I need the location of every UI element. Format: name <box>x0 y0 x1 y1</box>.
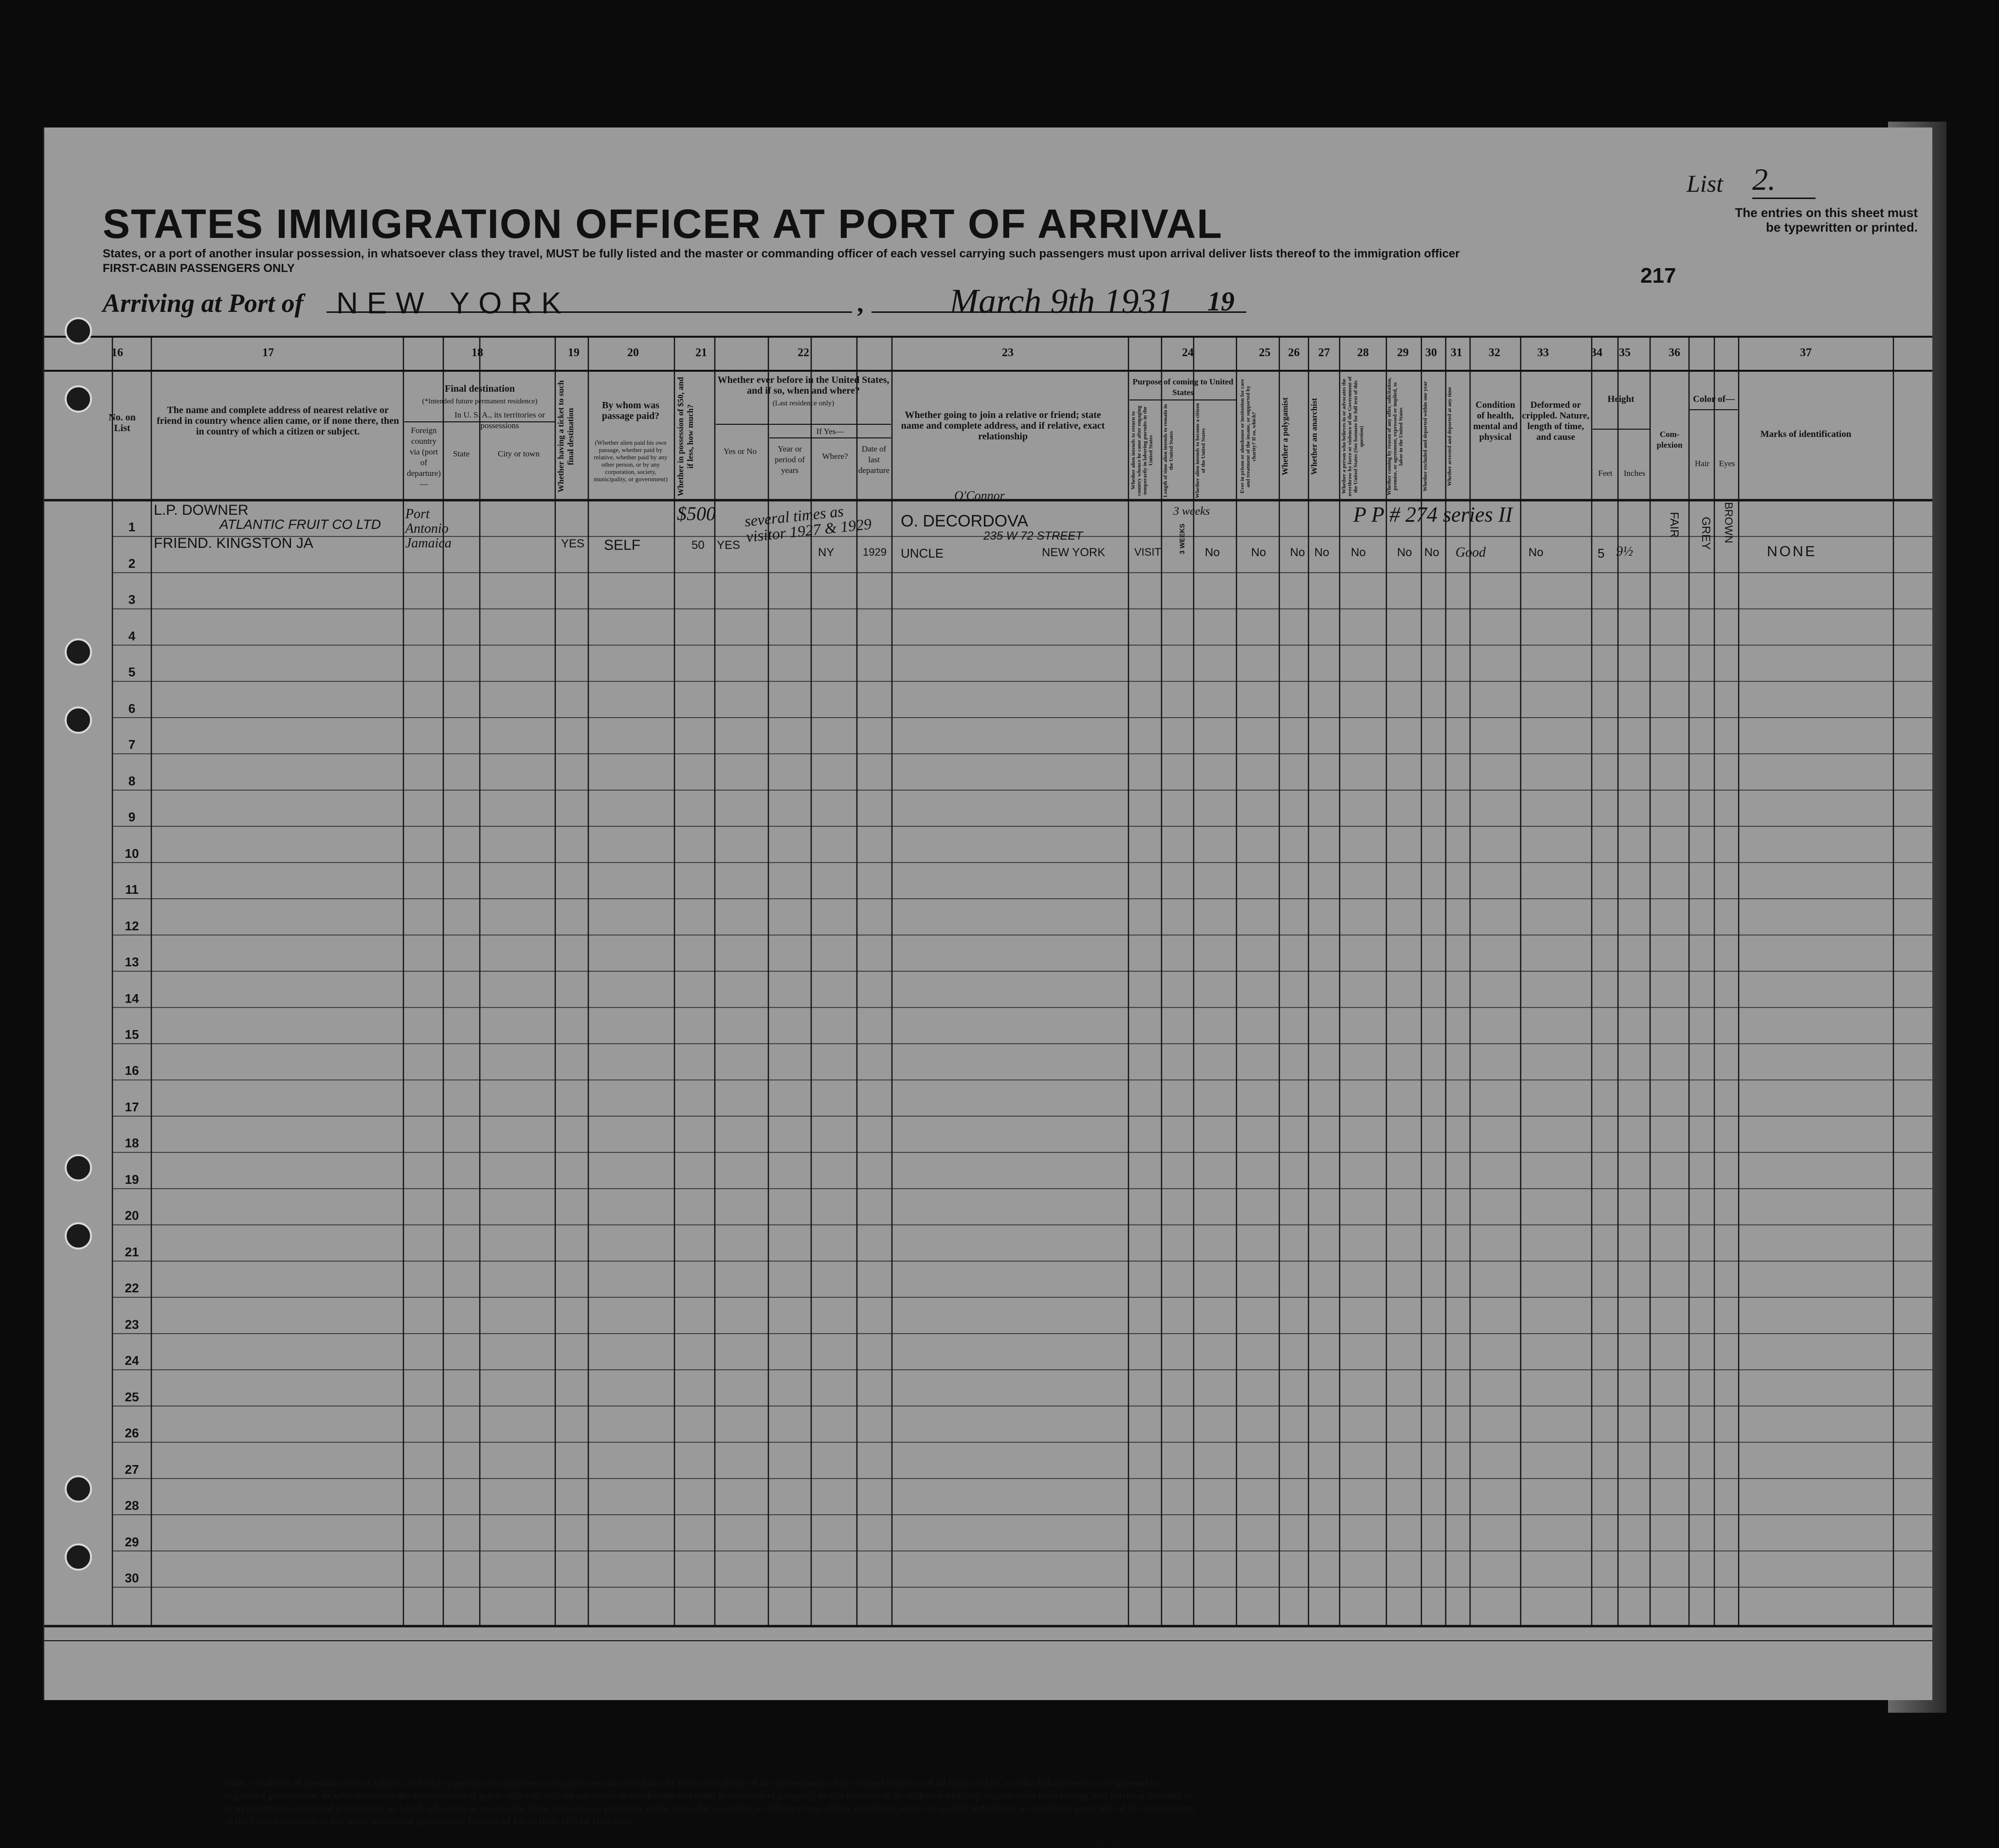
entry-eyes: BROWN <box>1723 502 1735 544</box>
header-where: Where? <box>822 452 848 461</box>
entry-height-feet: 5 <box>1598 546 1605 561</box>
entry-money-top: $500 <box>677 503 716 525</box>
entry-anarchist: No <box>1314 546 1329 559</box>
header-nearest-relative: The name and complete address of nearest relative or friend in country whence alien came, or if none there, then in country of which a citizen or subject. <box>156 405 400 437</box>
header-marks: Marks of identification <box>1760 429 1852 439</box>
row-number: 29 <box>125 1534 139 1549</box>
entry-prison: No <box>1251 546 1266 559</box>
form-title: STATES IMMIGRATION OFFICER AT PORT OF ARRIVAL <box>103 201 1223 247</box>
binder-hole <box>65 1222 92 1250</box>
row-number: 1 <box>128 520 136 535</box>
header-hair: Hair <box>1694 459 1710 468</box>
col-num-33: 33 <box>1537 346 1549 359</box>
row-number: 28 <box>125 1498 139 1513</box>
col-num-35: 35 <box>1619 346 1631 359</box>
row-number: 6 <box>128 701 136 716</box>
entry-citizen: No <box>1205 546 1220 559</box>
entry-purpose: VISIT <box>1134 546 1162 558</box>
arriving-label: Arriving at Port of <box>103 289 304 318</box>
col-num-25: 25 <box>1259 346 1271 359</box>
header-final-destination: Final destination <box>445 383 515 394</box>
row-number: 27 <box>125 1462 139 1477</box>
binder-hole <box>65 707 92 734</box>
entry-join-relationship: UNCLE <box>901 546 944 561</box>
header-polygamist: Whether a polygamist <box>1280 397 1290 476</box>
entry-passport: P P # 274 series II <box>1353 503 1513 526</box>
row-number: 13 <box>125 955 139 970</box>
header-health: Condition of health, mental and physical <box>1473 400 1518 442</box>
col-num-28: 28 <box>1357 346 1369 359</box>
header-arrested: Whether arrested and deported at any time <box>1447 387 1453 486</box>
col-num-32: 32 <box>1489 346 1500 359</box>
entry-relative-address: FRIEND. KINGSTON JA <box>154 535 313 551</box>
header-excluded: Whether excluded and deported within one year <box>1422 381 1428 492</box>
entry-polygamist: No <box>1290 546 1305 559</box>
header-anarchist: Whether an anarchist <box>1309 398 1319 475</box>
header-join-relative: Whether going to join a relative or friend; state name and complete address, and if relative, exact relationship <box>901 410 1105 442</box>
entry-overthrow: No <box>1351 546 1366 559</box>
header-passage-paid: By whom was passage paid? <box>601 400 660 421</box>
header-no-on-list: No. on List <box>109 412 136 434</box>
header-purpose-return: Whether alien intends to return to country whence he came after engaging temporarily in laboring pursuits in the United States <box>1130 405 1154 496</box>
col-num-31: 31 <box>1451 346 1462 359</box>
entry-join-city: NEW YORK <box>1042 546 1106 559</box>
entry-complexion: FAIR <box>1668 512 1681 538</box>
entry-where: NY <box>818 546 835 559</box>
row-number: 19 <box>125 1172 139 1187</box>
header-labor-offer: Whether coming by reason of any offer, solicitation, promise, or agreement, expressed or implied, to labor in the United States <box>1386 377 1404 496</box>
entry-relative-name: L.P. DOWNER <box>154 502 249 518</box>
header-year-period: Year or period of years <box>775 444 805 475</box>
row-number: 8 <box>128 773 136 788</box>
entry-foreign-port: Port Antonio Jamaica <box>405 507 452 551</box>
entry-passage-paid: SELF <box>604 537 641 553</box>
form-instructions: States, or a port of another insular possession, in whatsoever class they travel, MUST be fully listed and the master or commanding officer of each vessel carrying such passengers must upon arrival deliver lists thereof to the immigration officer <box>103 247 1460 260</box>
row-number: 12 <box>125 918 139 933</box>
row-number: 30 <box>125 1571 139 1585</box>
entry-hair: GREY <box>1699 517 1712 550</box>
binder-hole <box>65 1475 92 1503</box>
col-num-29: 29 <box>1397 346 1409 359</box>
entry-marks: NONE <box>1767 544 1817 560</box>
comma: , <box>857 289 864 318</box>
header-foreign-country: Foreign country via (port of departure)— <box>407 426 441 489</box>
row-number: 24 <box>125 1353 139 1368</box>
entry-years: several times as visitor 1927 & 1929 <box>744 502 872 545</box>
entry-join-address: 235 W 72 STREET <box>983 529 1083 543</box>
row-number: 26 <box>125 1426 139 1441</box>
binder-hole <box>65 317 92 344</box>
entries-note-line-1: The entries on this sheet must <box>1735 205 1918 220</box>
entry-length-note: 3 weeks <box>1173 505 1210 518</box>
col-num-36: 36 <box>1669 346 1680 359</box>
header-city: City or town <box>498 449 540 458</box>
binder-hole <box>65 638 92 666</box>
row-number: 2 <box>128 556 136 571</box>
row-number: 18 <box>125 1136 139 1151</box>
header-complexion: Com-plexion <box>1656 430 1683 450</box>
header-prison: Ever in prison or almshouse or institution for care and treatment of the insane, or supported by charity? If so, which? <box>1239 379 1257 494</box>
list-label: List <box>1687 170 1724 197</box>
row-number: 21 <box>125 1244 139 1259</box>
form-number: 14—430 <box>1095 1840 1121 1848</box>
header-final-destination-sub: (*Intended future permanent residence) <box>422 398 538 405</box>
row-number: 9 <box>128 810 136 825</box>
col-num-16: 16 <box>111 346 123 359</box>
col-num-26: 26 <box>1288 346 1300 359</box>
header-length-of-time: Length of time alien intends to remain in the United States <box>1163 404 1174 497</box>
binder-hole <box>65 1543 92 1571</box>
row-number: 5 <box>128 665 136 680</box>
col-num-37: 37 <box>1800 346 1812 359</box>
row-number: 23 <box>125 1317 139 1332</box>
row-number: 25 <box>125 1389 139 1404</box>
header-become-citizen: Whether alien intends to become a citizen of the United States <box>1195 403 1206 498</box>
header-in-usa: In U. S. A., its territories or possessions <box>454 410 545 430</box>
row-number: 14 <box>125 991 139 1006</box>
header-ever-before-sub: (Last residence only) <box>772 399 835 407</box>
col-num-18: 18 <box>472 346 483 359</box>
header-feet: Feet <box>1598 469 1613 478</box>
entry-last-departure: 1929 <box>863 546 887 558</box>
table-grid <box>44 127 1932 1700</box>
entry-labor: No <box>1397 546 1412 559</box>
page-number: 217 <box>1640 264 1676 288</box>
header-height: Height <box>1607 394 1635 404</box>
entry-height-inches: 9½ <box>1616 544 1633 559</box>
binder-hole <box>65 1154 92 1181</box>
class-line: FIRST-CABIN PASSENGERS ONLY <box>103 262 295 275</box>
col-num-30: 30 <box>1425 346 1437 359</box>
col-num-23: 23 <box>1002 346 1014 359</box>
year-prefix: 19 <box>1207 287 1235 317</box>
header-purpose: Purpose of coming to United States <box>1132 377 1234 397</box>
row-number: 11 <box>125 882 139 897</box>
list-number: 2. <box>1752 162 1816 199</box>
header-inches: Inches <box>1623 469 1646 478</box>
footnote-question-28: Note.—Full text of question 28 is as follows: Whether a person who believes in or advocates the overthrow by force or violence of the Government of the United States or of all forms of law, or who disbelieves in or is opposed to organized government, or who advocates the assassination of public officials, or who advocates or teaches the unlawful destruction of property, or is a member of or affiliated with any organization entertaining and teaching disbelief in or opposition to organized government or which advocates or teaches the duty, necessity, or propriety of the unlawful assaulting or killing of any officer or officers, either of specific individuals or of officers generally, of the Government of the United States or of any other organized government because of his or their official character. <box>224 1778 1196 1827</box>
col-num-17: 17 <box>262 346 274 359</box>
row-number: 15 <box>125 1027 139 1042</box>
col-num-22: 22 <box>798 346 809 359</box>
col-num-19: 19 <box>568 346 580 359</box>
manifest-sheet <box>43 127 1932 1848</box>
header-ever-before: Whether ever before in the United States, and if so, when and where? <box>717 375 890 396</box>
entry-join-name: O. DECORDOVA <box>901 512 1028 530</box>
row-number: 3 <box>128 592 136 607</box>
header-yes-or-no: Yes or No <box>723 447 757 456</box>
entry-length-of-time: 3 WEEKS <box>1178 523 1186 554</box>
col-num-24: 24 <box>1182 346 1194 359</box>
arrival-date: March 9th 1931 <box>949 282 1174 321</box>
col-num-27: 27 <box>1318 346 1330 359</box>
binder-hole <box>65 385 92 413</box>
header-state: State <box>453 449 470 458</box>
entry-excluded: No <box>1424 546 1439 559</box>
row-number: 20 <box>125 1208 139 1223</box>
entry-money: 50 <box>691 539 705 552</box>
row-number: 22 <box>125 1281 139 1296</box>
entry-relative-company: ATLANTIC FRUIT CO LTD <box>219 517 381 532</box>
header-ticket: Whether having a ticket to such final destination <box>556 380 575 493</box>
header-passage-paid-sub: (Whether alien paid his own passage, whether paid by relative, whether paid by any other person, or by any corporation, society, municipality, or government) <box>594 439 668 483</box>
header-date-last-departure: Date of last departure <box>858 444 890 475</box>
row-number: 7 <box>128 737 136 752</box>
row-number: 17 <box>125 1099 139 1114</box>
row-number: 4 <box>128 628 136 643</box>
port-value: NEW YORK <box>336 287 570 320</box>
entries-note-line-2: be typewritten or printed. <box>1765 220 1918 235</box>
header-eyes: Eyes <box>1719 459 1735 468</box>
header-color-of: Color of— <box>1693 394 1735 404</box>
entry-been-before: YES <box>717 539 741 552</box>
col-num-21: 21 <box>695 346 707 359</box>
entry-ticket: YES <box>561 537 585 550</box>
entry-health: Good <box>1455 545 1486 560</box>
row-number: 10 <box>125 846 139 861</box>
header-overthrow: Whether a person who believes in or advocates the overthrow by force or violence of the Government of the United States (See footnote for full text of this question) <box>1341 376 1364 497</box>
entry-deformed: No <box>1528 546 1544 559</box>
col-num-20: 20 <box>627 346 639 359</box>
col-num-34: 34 <box>1591 346 1602 359</box>
entry-join-annotation: O'Connor <box>954 489 1005 503</box>
row-number: 16 <box>125 1063 139 1078</box>
header-if-yes: If Yes— <box>816 427 844 436</box>
header-possession-50: Whether in possession of $50, and if less, how much? <box>676 377 695 496</box>
header-deformed: Deformed or crippled. Nature, length of time, and cause <box>1522 400 1590 442</box>
